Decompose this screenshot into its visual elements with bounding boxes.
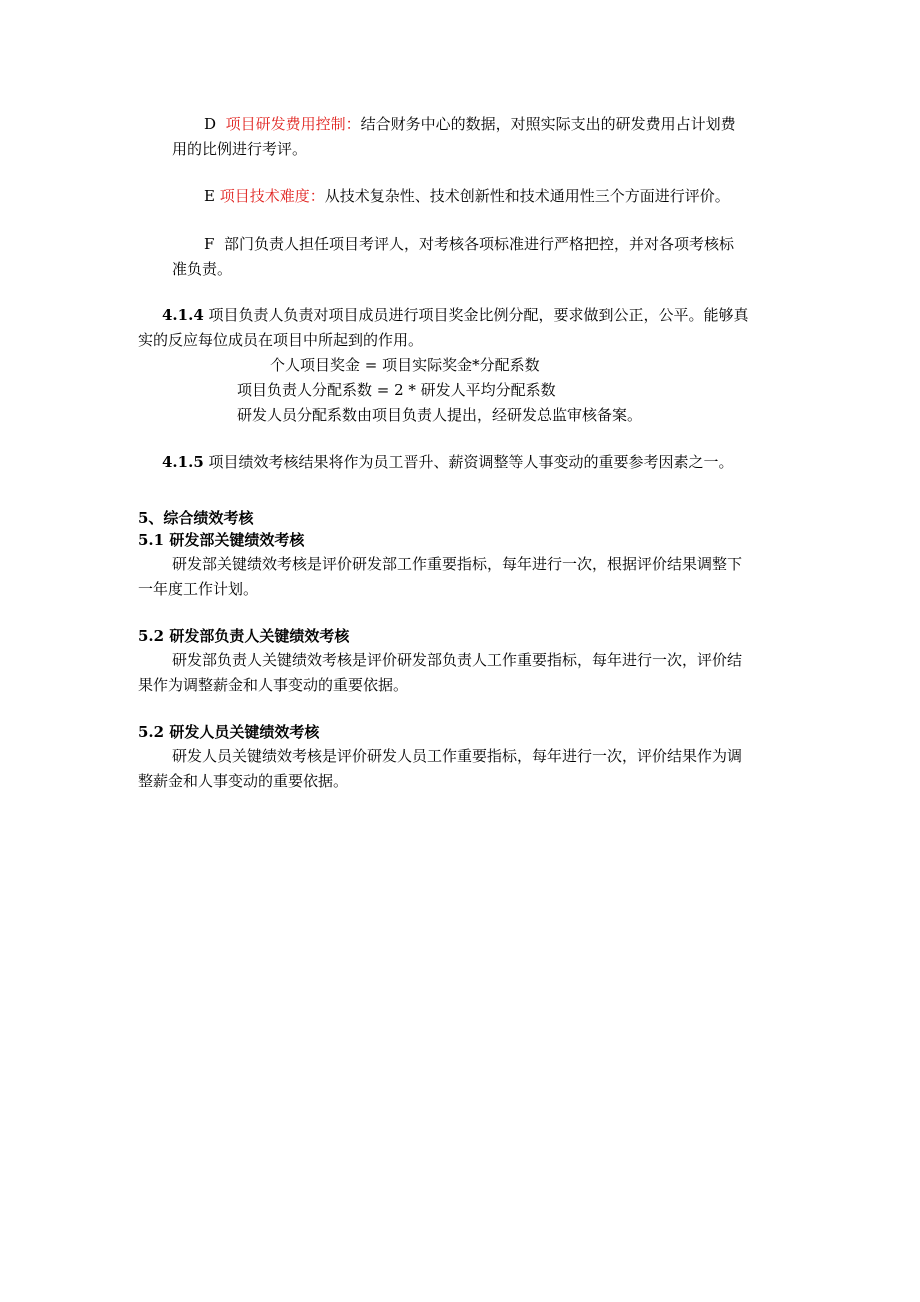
item-f-text-1: 部门负责人担任项目考评人，对考核各项标准进行严格把控，并对各项考核标	[223, 235, 734, 253]
section-5-2a-text-2: 果作为调整薪金和人事变动的重要依据。	[138, 676, 409, 694]
item-d-text-1: 结合财务中心的数据，对照实际支出的研发费用占计划费	[360, 115, 736, 133]
section-4-1-4-number: 4.1.4	[162, 306, 204, 324]
section-5-1-text-2: 一年度工作计划。	[138, 580, 259, 598]
section-4-1-5-number: 4.1.5	[162, 453, 204, 471]
formula-leader-coefficient: 项目负责人分配系数 = 2 * 研发人平均分配系数	[237, 381, 556, 399]
section-5-2a-text-1: 研发部负责人关键绩效考核是评价研发部负责人工作重要指标，每年进行一次，评价结	[172, 651, 743, 669]
section-4-1-4-text-1: 项目负责人负责对项目成员进行项目奖金比例分配，要求做到公正，公平。能够真	[208, 306, 749, 324]
section-5-2a-heading: 5.2 研发部负责人关键绩效考核	[138, 627, 350, 645]
item-e-text: 从技术复杂性、技术创新性和技术通用性三个方面进行评价。	[324, 187, 730, 205]
section-5-2b-text-2: 整薪金和人事变动的重要依据。	[138, 772, 349, 790]
section-4-1-4-text-2: 实的反应每位成员在项目中所起到的作用。	[138, 331, 424, 349]
section-5-1-heading: 5.1 研发部关键绩效考核	[138, 531, 305, 549]
item-d-text-2: 用的比例进行考评。	[172, 140, 308, 158]
item-f-line1	[204, 234, 734, 254]
section-5-heading: 5、综合绩效考核	[138, 509, 254, 527]
section-4-1-4-line1	[162, 305, 749, 325]
section-5-2b-heading: 5.2 研发人员关键绩效考核	[138, 723, 320, 741]
item-f-letter: F	[204, 235, 215, 253]
section-4-1-5-text: 项目绩效考核结果将作为员工晋升、薪资调整等人事变动的重要参考因素之一。	[208, 453, 734, 471]
item-d-label: 项目研发费用控制：	[225, 115, 361, 133]
item-d-letter: D	[204, 115, 217, 133]
item-d-line1	[204, 114, 736, 134]
item-f-text-2: 准负责。	[172, 260, 233, 278]
item-e-label: 项目技术难度：	[219, 187, 325, 205]
item-e-letter: E	[204, 187, 215, 205]
section-4-1-5-line	[162, 452, 734, 472]
formula-personal-bonus: 个人项目奖金 = 项目实际奖金*分配系数	[270, 356, 540, 374]
formula-member-coefficient: 研发人员分配系数由项目负责人提出，经研发总监审核备案。	[237, 406, 643, 424]
section-5-1-text-1: 研发部关键绩效考核是评价研发部工作重要指标，每年进行一次，根据评价结果调整下	[172, 555, 743, 573]
section-5-2b-text-1: 研发人员关键绩效考核是评价研发人员工作重要指标，每年进行一次，评价结果作为调	[172, 747, 743, 765]
item-e-line	[204, 186, 730, 206]
